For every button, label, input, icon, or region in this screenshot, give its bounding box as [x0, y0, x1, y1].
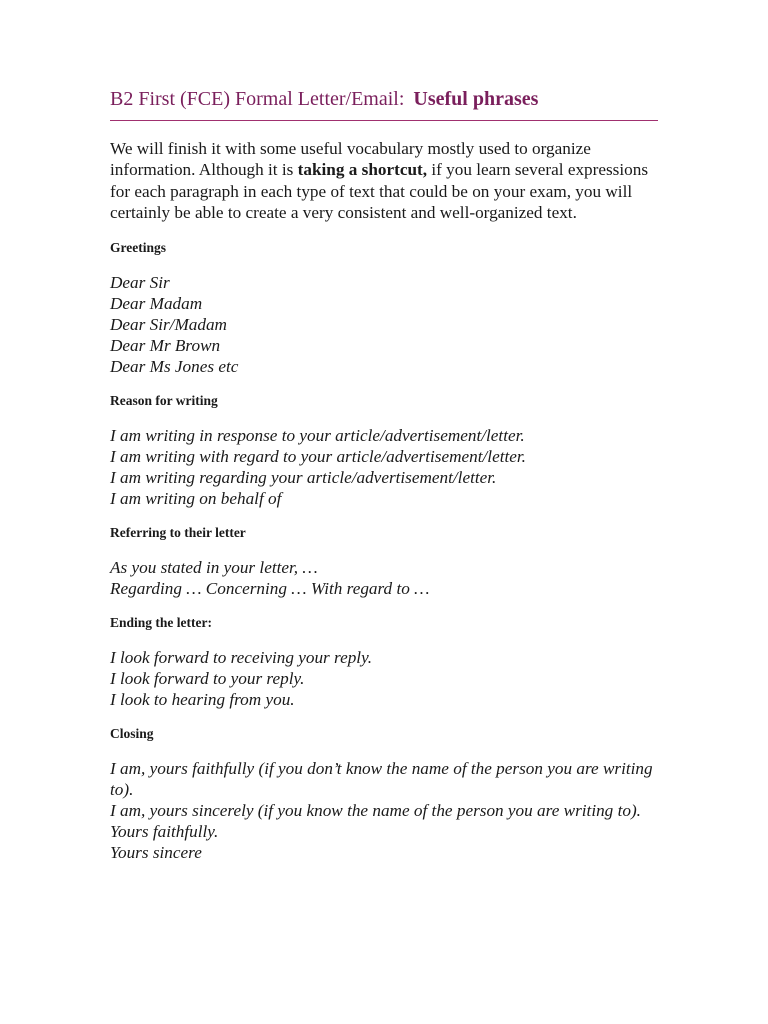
phrase-item: Dear Ms Jones etc — [110, 356, 239, 376]
phrase-item: I am writing on behalf of — [110, 488, 282, 508]
phrase-item: I look forward to receiving your reply. — [110, 647, 373, 667]
section-heading-ending: Ending the letter: — [110, 614, 212, 630]
phrase-list-greetings — [110, 272, 658, 377]
phrase-item: As you stated in your letter, … — [110, 557, 318, 577]
phrase-list-ending — [110, 647, 658, 710]
phrase-item: Yours sincere — [110, 842, 202, 862]
phrase-item: I am writing with regard to your article/advertisement/letter. — [110, 446, 526, 466]
intro-text-1: We will finish it with some useful vocabulary mostly used to organize information. Although it is — [110, 139, 591, 180]
intro-paragraph — [110, 138, 658, 224]
phrase-item: I am, yours faithfully (if you don’t know the name of the person you are writing to). — [110, 758, 653, 799]
document-page — [110, 86, 658, 863]
phrase-item: Yours faithfully. — [110, 821, 219, 841]
section-heading-referring: Referring to their letter — [110, 524, 246, 540]
phrase-list-closing — [110, 758, 658, 863]
phrase-item: Dear Sir — [110, 272, 170, 292]
phrase-item: Dear Mr Brown — [110, 335, 221, 355]
page-title — [110, 86, 658, 121]
section-heading-reason: Reason for writing — [110, 392, 218, 408]
title-prefix: B2 First (FCE) Formal Letter/Email: — [110, 88, 405, 110]
phrase-item: I am writing regarding your article/advertisement/letter. — [110, 467, 497, 487]
phrase-list-referring — [110, 557, 658, 599]
phrase-list-reason — [110, 425, 658, 509]
phrase-item: I am, yours sincerely (if you know the name of the person you are writing to). — [110, 800, 641, 820]
phrase-item: Dear Madam — [110, 293, 203, 313]
intro-text-2: if you learn several expressions for each paragraph in each type of text that could be on your exam, you will certainly be able to create a very consistent and well-organized text. — [110, 160, 649, 223]
intro-bold: taking a shortcut, — [297, 160, 428, 180]
phrase-item: I look forward to your reply. — [110, 668, 305, 688]
section-heading-closing: Closing — [110, 725, 154, 741]
phrase-item: Dear Sir/Madam — [110, 314, 227, 334]
phrase-item: Regarding … Concerning … With regard to … — [110, 578, 430, 598]
phrase-item: I look to hearing from you. — [110, 689, 295, 709]
title-emphasis: Useful phrases — [413, 88, 539, 110]
phrase-item: I am writing in response to your article/advertisement/letter. — [110, 425, 525, 445]
section-heading-greetings: Greetings — [110, 239, 166, 255]
